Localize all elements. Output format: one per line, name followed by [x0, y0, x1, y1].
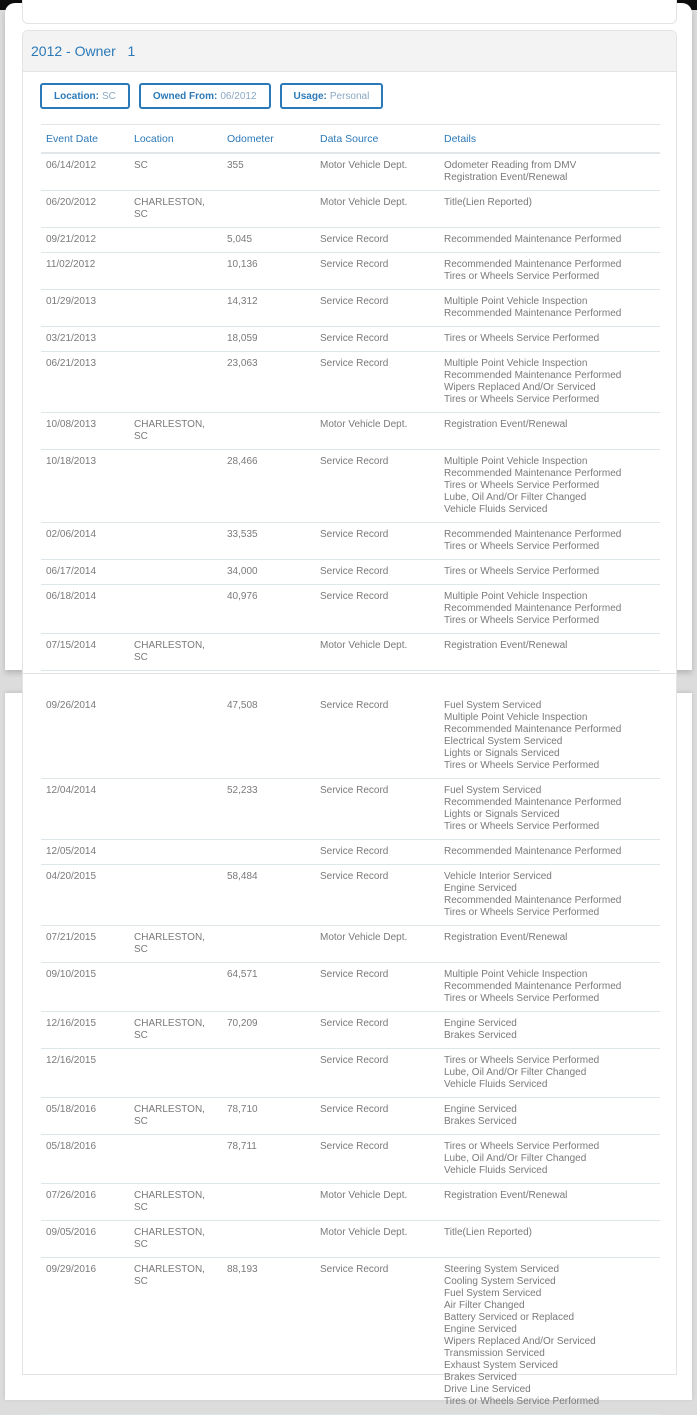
location-line: CHARLESTON, [134, 1227, 205, 1238]
odometer [227, 932, 320, 956]
odometer: 355 [227, 160, 244, 171]
event-date: 06/21/2013 [46, 358, 97, 369]
detail-line: Engine Serviced [444, 1018, 517, 1029]
event-date: 02/06/2014 [46, 529, 97, 540]
table-row [41, 413, 660, 450]
detail-line: Steering System Serviced [444, 1264, 560, 1275]
col-data-source[interactable]: Data Source [320, 132, 379, 145]
detail-line: Lights or Signals Serviced [444, 748, 560, 759]
data-source: Motor Vehicle Dept. [320, 932, 408, 943]
event-date: 09/10/2015 [46, 969, 97, 980]
detail-line: Wipers Replaced And/Or Serviced [444, 1336, 596, 1347]
table-row [41, 585, 660, 634]
detail-line: Fuel System Serviced [444, 785, 542, 796]
detail-line: Registration Event/Renewal [444, 172, 568, 183]
location-line: SC [134, 652, 148, 663]
location-line: CHARLESTON, [134, 640, 205, 651]
detail-line: Recommended Maintenance Performed [444, 724, 622, 735]
detail-line: Tires or Wheels Service Performed [444, 993, 600, 1004]
location [134, 358, 227, 406]
detail-line: Lube, Oil And/Or Filter Changed [444, 1153, 587, 1164]
details [444, 234, 660, 246]
detail-line: Recommended Maintenance Performed [444, 895, 622, 906]
previous-card-fragment [22, 0, 677, 24]
detail-line: Air Filter Changed [444, 1300, 525, 1311]
data-source: Service Record [320, 234, 389, 245]
location [134, 1055, 227, 1091]
data-source: Service Record [320, 969, 389, 980]
owner-card [22, 30, 677, 732]
location-line: SC [134, 1239, 148, 1250]
data-source: Service Record [320, 700, 389, 711]
owner-header[interactable] [23, 31, 676, 72]
location-line: CHARLESTON, [134, 1018, 205, 1029]
data-source: Service Record [320, 1018, 389, 1029]
event-date: 04/20/2015 [46, 871, 97, 882]
detail-line: Recommended Maintenance Performed [444, 981, 622, 992]
detail-line: Multiple Point Vehicle Inspection [444, 712, 588, 723]
event-date: 09/21/2012 [46, 234, 97, 245]
detail-line: Lube, Oil And/Or Filter Changed [444, 492, 587, 503]
detail-line: Tires or Wheels Service Performed [444, 333, 600, 344]
location [134, 234, 227, 246]
location-line: CHARLESTON, [134, 1264, 205, 1275]
table-row [41, 926, 660, 963]
details [444, 846, 660, 858]
detail-line: Tires or Wheels Service Performed [444, 271, 600, 282]
detail-line: Registration Event/Renewal [444, 640, 568, 651]
data-source: Motor Vehicle Dept. [320, 419, 408, 430]
data-source: Service Record [320, 358, 389, 369]
location [134, 1227, 227, 1251]
data-source: Service Record [320, 566, 389, 577]
col-event-date[interactable]: Event Date [46, 132, 98, 145]
event-date: 09/29/2016 [46, 1264, 97, 1275]
location-line: SC [134, 1276, 148, 1287]
data-source: Service Record [320, 1141, 389, 1152]
detail-line: Title(Lien Reported) [444, 197, 533, 208]
details [444, 529, 660, 553]
location [134, 1104, 227, 1128]
table-row [41, 290, 660, 327]
event-date: 10/18/2013 [46, 456, 97, 467]
data-source: Motor Vehicle Dept. [320, 1227, 408, 1238]
location-line: CHARLESTON, [134, 419, 205, 430]
table-row [41, 228, 660, 253]
detail-line: Vehicle Fluids Serviced [444, 504, 548, 515]
location-line: CHARLESTON, [134, 932, 205, 943]
owner-number: 1 [127, 43, 136, 59]
details [444, 969, 660, 1005]
table-header [41, 125, 660, 154]
details [444, 456, 660, 516]
table-row [41, 327, 660, 352]
detail-line: Exhaust System Serviced [444, 1360, 558, 1371]
location [134, 333, 227, 345]
odometer [227, 1190, 320, 1214]
odometer: 78,710 [227, 1104, 258, 1115]
location [134, 785, 227, 833]
event-date: 06/20/2012 [46, 197, 97, 208]
data-source: Service Record [320, 846, 389, 857]
detail-line: Multiple Point Vehicle Inspection [444, 591, 588, 602]
details [444, 1055, 660, 1091]
details [444, 1018, 660, 1042]
detail-line: Vehicle Fluids Serviced [444, 1079, 548, 1090]
details [444, 566, 660, 578]
table-row [41, 779, 660, 840]
details [444, 259, 660, 283]
details [444, 932, 660, 956]
detail-line: Brakes Serviced [444, 1030, 517, 1041]
detail-line: Vehicle Fluids Serviced [444, 1165, 548, 1176]
detail-line: Vehicle Interior Serviced [444, 871, 552, 882]
detail-line: Recommended Maintenance Performed [444, 529, 622, 540]
history-table [41, 124, 660, 671]
location [134, 1264, 227, 1408]
detail-line: Recommended Maintenance Performed [444, 308, 622, 319]
details [444, 197, 660, 221]
detail-line: Tires or Wheels Service Performed [444, 1055, 600, 1066]
detail-line: Odometer Reading from DMV [444, 160, 577, 171]
location-line: SC [134, 944, 148, 955]
detail-line: Title(Lien Reported) [444, 1227, 533, 1238]
detail-line: Engine Serviced [444, 1324, 517, 1335]
detail-line: Tires or Wheels Service Performed [444, 394, 600, 405]
data-source: Service Record [320, 1055, 389, 1066]
table-row [41, 1012, 660, 1049]
details [444, 871, 660, 919]
location [134, 846, 227, 858]
location [134, 197, 227, 221]
event-date: 09/26/2014 [46, 700, 97, 711]
location [134, 259, 227, 283]
odometer: 23,063 [227, 358, 258, 369]
event-date: 12/04/2014 [46, 785, 97, 796]
details [444, 1264, 660, 1408]
odometer: 47,508 [227, 700, 258, 711]
detail-line: Recommended Maintenance Performed [444, 468, 622, 479]
location-line: SC [134, 209, 148, 220]
location-line: CHARLESTON, [134, 1104, 205, 1115]
event-date: 01/29/2013 [46, 296, 97, 307]
event-date: 11/02/2012 [46, 259, 96, 270]
odometer [227, 846, 320, 858]
event-date: 06/18/2014 [46, 591, 97, 602]
table-row [41, 865, 660, 926]
details [444, 419, 660, 443]
details [444, 1227, 660, 1251]
location [134, 640, 227, 664]
event-date: 12/16/2015 [46, 1055, 97, 1066]
odometer: 70,209 [227, 1018, 258, 1029]
detail-line: Brakes Serviced [444, 1372, 517, 1383]
odometer: 40,976 [227, 591, 258, 602]
details [444, 358, 660, 406]
table-row [41, 1184, 660, 1221]
detail-line: Registration Event/Renewal [444, 1190, 568, 1201]
table-row [41, 560, 660, 585]
table-row [41, 1258, 660, 1415]
col-location[interactable]: Location [134, 132, 174, 145]
details [444, 640, 660, 664]
details [444, 591, 660, 627]
odometer: 34,000 [227, 566, 258, 577]
detail-line: Cooling System Serviced [444, 1276, 556, 1287]
detail-line: Recommended Maintenance Performed [444, 797, 622, 808]
detail-line: Transmission Serviced [444, 1348, 545, 1359]
detail-line: Multiple Point Vehicle Inspection [444, 296, 588, 307]
data-source: Motor Vehicle Dept. [320, 160, 408, 171]
detail-line: Tires or Wheels Service Performed [444, 1141, 600, 1152]
owner-card-continued [22, 673, 677, 1407]
location-line: SC [134, 1116, 148, 1127]
location [134, 1141, 227, 1177]
event-date: 06/14/2012 [46, 160, 97, 171]
detail-line: Recommended Maintenance Performed [444, 370, 622, 381]
odometer [227, 197, 320, 221]
data-source: Service Record [320, 259, 389, 270]
location [134, 529, 227, 553]
details [444, 160, 660, 184]
event-date: 10/08/2013 [46, 419, 97, 430]
detail-line: Drive Line Serviced [444, 1384, 531, 1395]
table-row [41, 1221, 660, 1258]
location [134, 871, 227, 919]
detail-line: Lube, Oil And/Or Filter Changed [444, 1067, 587, 1078]
detail-line: Electrical System Serviced [444, 736, 563, 747]
owned-from-pill[interactable]: Owned From: 06/2012 [139, 83, 271, 109]
odometer: 18,059 [227, 333, 258, 344]
location [134, 932, 227, 956]
odometer: 88,193 [227, 1264, 258, 1275]
location [134, 456, 227, 516]
detail-line: Fuel System Serviced [444, 1288, 542, 1299]
event-date: 06/17/2014 [46, 566, 97, 577]
detail-line: Recommended Maintenance Performed [444, 603, 622, 614]
details [444, 1141, 660, 1177]
detail-line: Engine Serviced [444, 883, 517, 894]
owner-title: 2012 - Owner 1 [31, 43, 136, 59]
col-odometer[interactable]: Odometer [227, 132, 274, 145]
table-row [41, 1135, 660, 1184]
location [134, 566, 227, 578]
table-row [41, 191, 660, 228]
data-source: Motor Vehicle Dept. [320, 197, 408, 208]
odometer: 28,466 [227, 456, 258, 467]
odometer: 5,045 [227, 234, 253, 245]
event-date: 07/15/2014 [46, 640, 97, 651]
event-date: 05/18/2016 [46, 1104, 97, 1115]
odometer: 58,484 [227, 871, 258, 882]
detail-line: Recommended Maintenance Performed [444, 846, 622, 857]
detail-line: Registration Event/Renewal [444, 932, 568, 943]
detail-line: Tires or Wheels Service Performed [444, 1396, 600, 1407]
details [444, 1104, 660, 1128]
event-date: 09/05/2016 [46, 1227, 97, 1238]
data-source: Service Record [320, 1104, 389, 1115]
table-row [41, 694, 660, 779]
table-row [41, 963, 660, 1012]
detail-line: Recommended Maintenance Performed [444, 234, 622, 245]
odometer: 33,535 [227, 529, 258, 540]
detail-line: Lights or Signals Serviced [444, 809, 560, 820]
details [444, 1190, 660, 1214]
details [444, 333, 660, 345]
location [134, 1190, 227, 1214]
event-date: 07/26/2016 [46, 1190, 97, 1201]
location [134, 296, 227, 320]
odometer [227, 1055, 320, 1091]
detail-line: Recommended Maintenance Performed [444, 259, 622, 270]
detail-line: Fuel System Serviced [444, 700, 542, 711]
location [134, 1018, 227, 1042]
detail-line: Tires or Wheels Service Performed [444, 566, 600, 577]
odometer: 64,571 [227, 969, 258, 980]
detail-line: Registration Event/Renewal [444, 419, 568, 430]
location-pill[interactable]: Location: SC [40, 83, 130, 109]
screenshot-panel-2 [5, 693, 692, 1407]
odometer [227, 640, 320, 664]
data-source: Motor Vehicle Dept. [320, 1190, 408, 1201]
location-line: SC [134, 1202, 148, 1213]
table-row [41, 1049, 660, 1098]
data-source: Service Record [320, 591, 389, 602]
detail-line: Tires or Wheels Service Performed [444, 821, 600, 832]
screenshot-panel-1 [5, 3, 692, 670]
location-line: CHARLESTON, [134, 1190, 205, 1201]
event-date: 07/21/2015 [46, 932, 97, 943]
location [134, 419, 227, 443]
table-row [41, 154, 660, 191]
table-row [41, 840, 660, 865]
detail-line: Tires or Wheels Service Performed [444, 907, 600, 918]
table-row [41, 352, 660, 413]
details [444, 296, 660, 320]
data-source: Motor Vehicle Dept. [320, 640, 408, 651]
table-row [41, 253, 660, 290]
location-line: SC [134, 160, 148, 171]
data-source: Service Record [320, 456, 389, 467]
table-row [41, 634, 660, 671]
detail-line: Multiple Point Vehicle Inspection [444, 358, 588, 369]
data-source: Service Record [320, 871, 389, 882]
detail-line: Tires or Wheels Service Performed [444, 480, 600, 491]
owner-pills [23, 72, 676, 109]
detail-line: Battery Serviced or Replaced [444, 1312, 575, 1323]
odometer: 52,233 [227, 785, 258, 796]
data-source: Service Record [320, 1264, 389, 1275]
table-row [41, 450, 660, 523]
data-source: Service Record [320, 529, 389, 540]
detail-line: Wipers Replaced And/Or Serviced [444, 382, 596, 393]
table-row [41, 1098, 660, 1135]
table-body [41, 694, 660, 1415]
odometer: 10,136 [227, 259, 258, 270]
detail-line: Tires or Wheels Service Performed [444, 541, 600, 552]
table-row [41, 523, 660, 560]
event-date: 12/05/2014 [46, 846, 97, 857]
detail-line: Multiple Point Vehicle Inspection [444, 969, 588, 980]
location-line: SC [134, 431, 148, 442]
detail-line: Tires or Wheels Service Performed [444, 615, 600, 626]
col-details[interactable]: Details [444, 132, 477, 145]
odometer [227, 1227, 320, 1251]
location-line: CHARLESTON, [134, 197, 205, 208]
table-body [41, 154, 660, 671]
event-date: 03/21/2013 [46, 333, 97, 344]
data-source: Service Record [320, 785, 389, 796]
detail-line: Tires or Wheels Service Performed [444, 760, 600, 771]
details [444, 785, 660, 833]
usage-pill[interactable]: Usage: Personal [280, 83, 384, 109]
event-date: 05/18/2016 [46, 1141, 97, 1152]
odometer: 14,312 [227, 296, 258, 307]
location [134, 969, 227, 1005]
location [134, 700, 227, 772]
history-table-continued [41, 694, 660, 1415]
details [444, 700, 660, 772]
data-source: Service Record [320, 296, 389, 307]
odometer: 78,711 [227, 1141, 257, 1152]
location [134, 591, 227, 627]
location [134, 160, 227, 184]
detail-line: Engine Serviced [444, 1104, 517, 1115]
location-line: SC [134, 1030, 148, 1041]
data-source: Service Record [320, 333, 389, 344]
detail-line: Multiple Point Vehicle Inspection [444, 456, 588, 467]
odometer [227, 419, 320, 443]
event-date: 12/16/2015 [46, 1018, 97, 1029]
detail-line: Brakes Serviced [444, 1116, 517, 1127]
